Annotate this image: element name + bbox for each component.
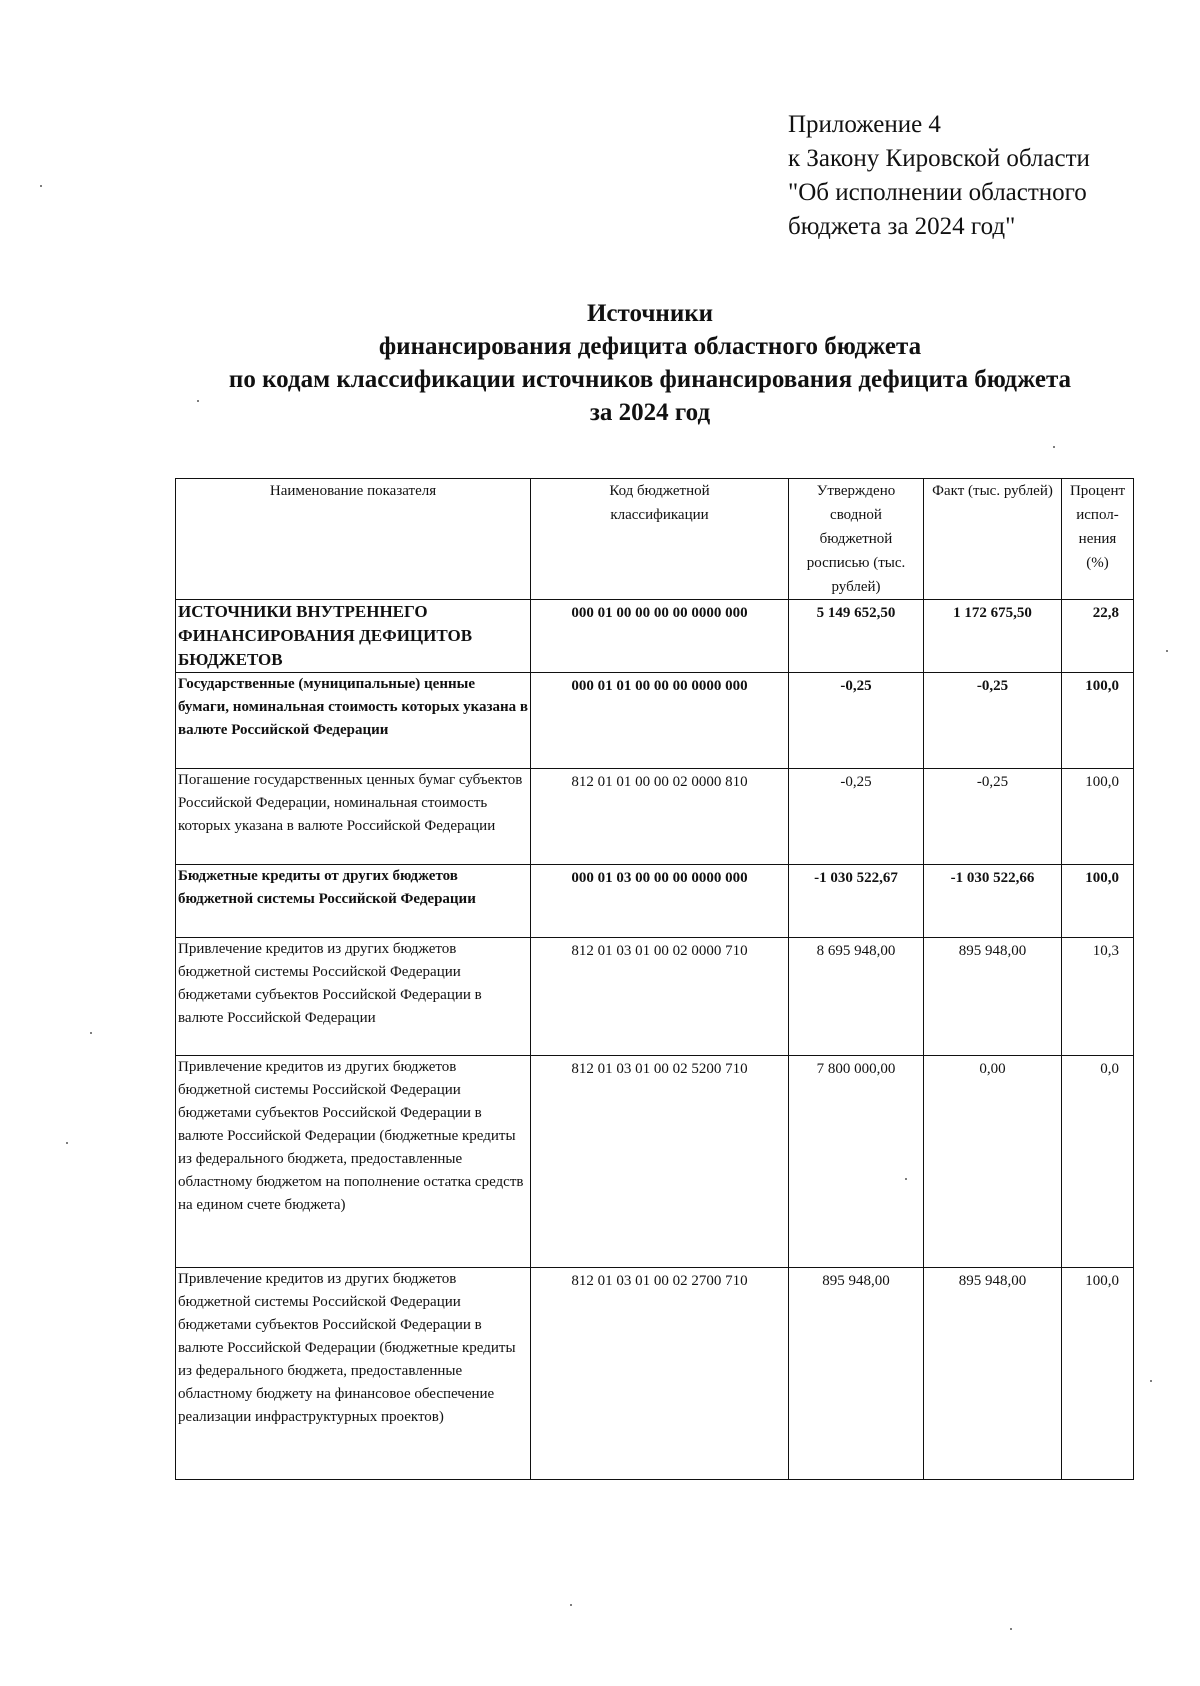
row-code: 812 01 03 01 00 02 5200 710 <box>531 1056 789 1268</box>
row-name: Привлечение кредитов из других бюджетов бюджетной системы Российской Федерации бюджетами субъектов Российской Федерации в валюте Российской Федерации (бюджетные кредиты из федерального бюджета, предоставленные областному бюджету на финансовое обеспечение реализации инфраструктурных проектов) <box>176 1268 531 1480</box>
appendix-line: Приложение 4 <box>788 111 941 138</box>
row-name: Привлечение кредитов из других бюджетов бюджетной системы Российской Федерации бюджетами субъектов Российской Федерации в валюте Российской Федерации <box>176 938 531 1056</box>
scan-speck <box>1166 650 1168 652</box>
table-row <box>176 769 1134 865</box>
row-approved: -1 030 522,67 <box>789 865 924 938</box>
table-row <box>176 1056 1134 1268</box>
header-code: Код бюджетной классификации <box>531 479 789 600</box>
row-percent: 100,0 <box>1062 673 1134 769</box>
row-fact: 0,00 <box>924 1056 1062 1268</box>
scan-speck <box>905 1178 907 1180</box>
row-approved: 7 800 000,00 <box>789 1056 924 1268</box>
row-code: 812 01 01 00 00 02 0000 810 <box>531 769 789 865</box>
row-fact: 895 948,00 <box>924 938 1062 1056</box>
row-fact: -0,25 <box>924 673 1062 769</box>
header-percent: Процент испол-нения (%) <box>1062 479 1134 600</box>
row-percent: 10,3 <box>1062 938 1134 1056</box>
scan-speck <box>66 1142 68 1144</box>
row-code: 000 01 01 00 00 00 0000 000 <box>531 673 789 769</box>
row-approved: -0,25 <box>789 769 924 865</box>
table-row <box>176 673 1134 769</box>
scan-speck <box>197 400 199 402</box>
table-header-row <box>176 479 1134 600</box>
header-name: Наименование показателя <box>176 479 531 600</box>
sources-table <box>175 478 1134 1480</box>
table-row <box>176 1268 1134 1480</box>
scan-speck <box>570 1604 572 1606</box>
title-line: финансирования дефицита областного бюджета <box>378 333 922 360</box>
row-fact: -1 030 522,66 <box>924 865 1062 938</box>
scan-speck <box>1010 1628 1012 1630</box>
row-fact: 1 172 675,50 <box>924 600 1062 673</box>
title-line: за 2024 год <box>589 399 711 426</box>
table-row <box>176 600 1134 673</box>
row-percent: 100,0 <box>1062 1268 1134 1480</box>
row-approved: 5 149 652,50 <box>789 600 924 673</box>
appendix-line: "Об исполнении областного <box>788 179 1087 206</box>
row-percent: 100,0 <box>1062 865 1134 938</box>
row-name: ИСТОЧНИКИ ВНУТРЕННЕГО ФИНАНСИРОВАНИЯ ДЕФИЦИТОВ БЮДЖЕТОВ <box>176 600 531 673</box>
row-percent: 0,0 <box>1062 1056 1134 1268</box>
row-fact: -0,25 <box>924 769 1062 865</box>
row-approved: -0,25 <box>789 673 924 769</box>
row-code: 000 01 00 00 00 00 0000 000 <box>531 600 789 673</box>
row-name: Бюджетные кредиты от других бюджетов бюджетной системы Российской Федерации <box>176 865 531 938</box>
title-line: Источники <box>586 300 714 327</box>
scan-speck <box>90 1032 92 1034</box>
table-row <box>176 938 1134 1056</box>
row-code: 000 01 03 00 00 00 0000 000 <box>531 865 789 938</box>
row-code: 812 01 03 01 00 02 0000 710 <box>531 938 789 1056</box>
scan-speck <box>1053 446 1055 448</box>
row-percent: 22,8 <box>1062 600 1134 673</box>
header-approved: Утверждено сводной бюджетной росписью (тыс. рублей) <box>789 479 924 600</box>
row-approved: 8 695 948,00 <box>789 938 924 1056</box>
scan-speck <box>1150 1380 1152 1382</box>
title-line: по кодам классификации источников финансирования дефицита бюджета <box>228 366 1072 393</box>
table-row <box>176 865 1134 938</box>
row-name: Государственные (муниципальные) ценные бумаги, номинальная стоимость которых указана в валюте Российской Федерации <box>176 673 531 769</box>
header-fact: Факт (тыс. рублей) <box>924 479 1062 600</box>
appendix-note <box>788 108 1090 244</box>
document-title <box>150 297 1150 429</box>
scan-speck <box>40 185 42 187</box>
row-fact: 895 948,00 <box>924 1268 1062 1480</box>
row-name: Погашение государственных ценных бумаг субъектов Российской Федерации, номинальная стоимость которых указана в валюте Российской Федерации <box>176 769 531 865</box>
appendix-line: к Закону Кировской области <box>788 145 1090 172</box>
row-approved: 895 948,00 <box>789 1268 924 1480</box>
row-percent: 100,0 <box>1062 769 1134 865</box>
appendix-line: бюджета за 2024 год" <box>788 213 1016 240</box>
row-code: 812 01 03 01 00 02 2700 710 <box>531 1268 789 1480</box>
row-name: Привлечение кредитов из других бюджетов бюджетной системы Российской Федерации бюджетами субъектов Российской Федерации в валюте Российской Федерации (бюджетные кредиты из федерального бюджета, предоставленные областному бюджетом на пополнение остатка средств на едином счете бюджета) <box>176 1056 531 1268</box>
